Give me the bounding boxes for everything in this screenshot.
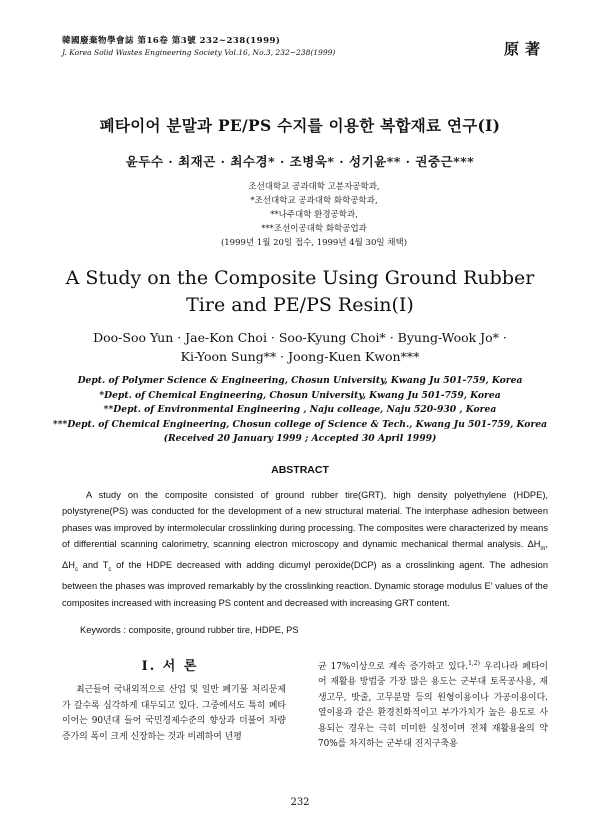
article-type-label: 原著 [503,40,546,58]
korean-title: 폐타이어 분말과 PE/PS 수지를 이용한 복합재료 연구(Ⅰ) [99,116,501,135]
body-column-left [62,683,286,745]
english-title [0,265,600,319]
korean-affiliations [0,180,600,250]
journal-header [62,36,335,58]
received-date-english: (Received 20 January 1999 ; Accepted 30 April 1999) [163,433,437,444]
keywords: Keywords : composite, ground rubber tire, HDPE, PS [80,625,299,635]
subscript: m [540,545,546,552]
abstract-body [62,487,548,611]
intro-text: 우리나라 폐타이어 재활용 방법중 가장 많은 용도는 군부대 토목공사용, 재생고무, 밧줄, 고무분말 등의 원형이용이나 가공이용이다. 열이용과 같은 환경친화적이고 부가가치가 높은 용도로 사용되는 경우는 극히 미미한 실정이며 전체 재활용율의 약 70%를 차지하는 군부대 진지구축용 [318,661,548,750]
korean-affiliation: 조선대학교 공과대학 고분자공학과, [248,182,380,192]
english-title-line: Tire and PE/PS Resin(Ⅰ) [186,294,414,316]
english-affiliation: Dept. of Polymer Science & Engineering, Chosun University, Kwang Ju 501-759, Korea [77,375,523,386]
english-affiliation: **Dept. of Environmental Engineering , Naju colleage, Naju 520-930 , Korea [103,404,497,415]
english-title-line: A Study on the Composite Using Ground Rubber [65,267,535,289]
english-authors-line: Doo-Soo Yun · Jae-Kon Choi · Soo-Kyung Choi* · Byung-Wook Jo* · [93,330,507,345]
korean-affiliation: ***조선이공대학 화학공업과 [261,224,367,234]
english-affiliation: *Dept. of Chemical Engineering, Chosun University, Kwang Ju 501-759, Korea [99,389,501,401]
korean-authors: 윤두수 · 최재곤 · 최수경* · 조병욱* · 성기윤** · 권중근*** [125,154,475,169]
received-date-korean: (1999년 1월 20일 접수, 1999년 4월 30일 채택) [220,238,408,248]
journal-title-english: J. Korea Solid Wastes Engineering Society Vol.16, No.3, 232~238(1999) [62,48,336,57]
subscript: c [108,566,112,573]
abstract-heading: ABSTRACT [271,464,329,476]
abstract-text: of the HDPE decreased with adding dicumyl peroxide(DCP) as a crosslinking agent. The adhesion between the phases was improved remarkably by the crosslinking reaction. Dynamic storage modulus E′ values of the composites increased with increasing PS content and decreased with increasing GRT content. [62,560,548,608]
section-heading-introduction: Ⅰ. 서 론 [141,659,199,674]
subscript: c [74,566,78,573]
korean-affiliation: *조선대학교 공과대학 화학공학과, [250,196,378,206]
korean-affiliation: **나주대학 환경공학과, [270,210,358,220]
english-authors [0,328,600,366]
english-affiliation: ***Dept. of Chemical Engineering, Chosun college of Science & Tech., Kwang Ju 501-759, Korea [52,418,548,430]
page-number: 232 [290,797,310,808]
body-column-right [318,656,548,753]
intro-text: 균 17%이상으로 계속 증가하고 있다. [318,661,469,672]
citation-superscript: 1,2) [468,660,480,667]
abstract-text: and T [77,560,109,571]
abstract-text: , ΔH [62,538,548,571]
abstract-text: A study on the composite consisted of ground rubber tire(GRT), high density polyethylene (HDPE), polystyrene(PS) was conducted for the development of a new structural material. The interphase adhesion between phases was improved by intermolecular crosslinking during processing. The composites were characterized by means of differential scanning calorimetry, scanning electron microscopy and dynamic mechanical thermal analysis. ΔH [62,490,548,549]
journal-title-korean: 韓國廢棄物學會誌 第16卷 第3號 232~238(1999) [62,36,281,46]
english-authors-line: Ki-Yoon Sung** · Joong-Kuen Kwon*** [180,349,420,364]
intro-paragraph: 최근들어 국내외적으로 산업 및 일반 폐기물 처리문제가 갈수록 심각하게 대두되고 있다. 그중에서도 특히 폐타이어는 90년대 들어 국민경제수준의 향상과 더불어 차량증가의 폭이 크게 신장하는 것과 비례하여 년평 [62,685,286,742]
english-affiliations [0,374,600,447]
